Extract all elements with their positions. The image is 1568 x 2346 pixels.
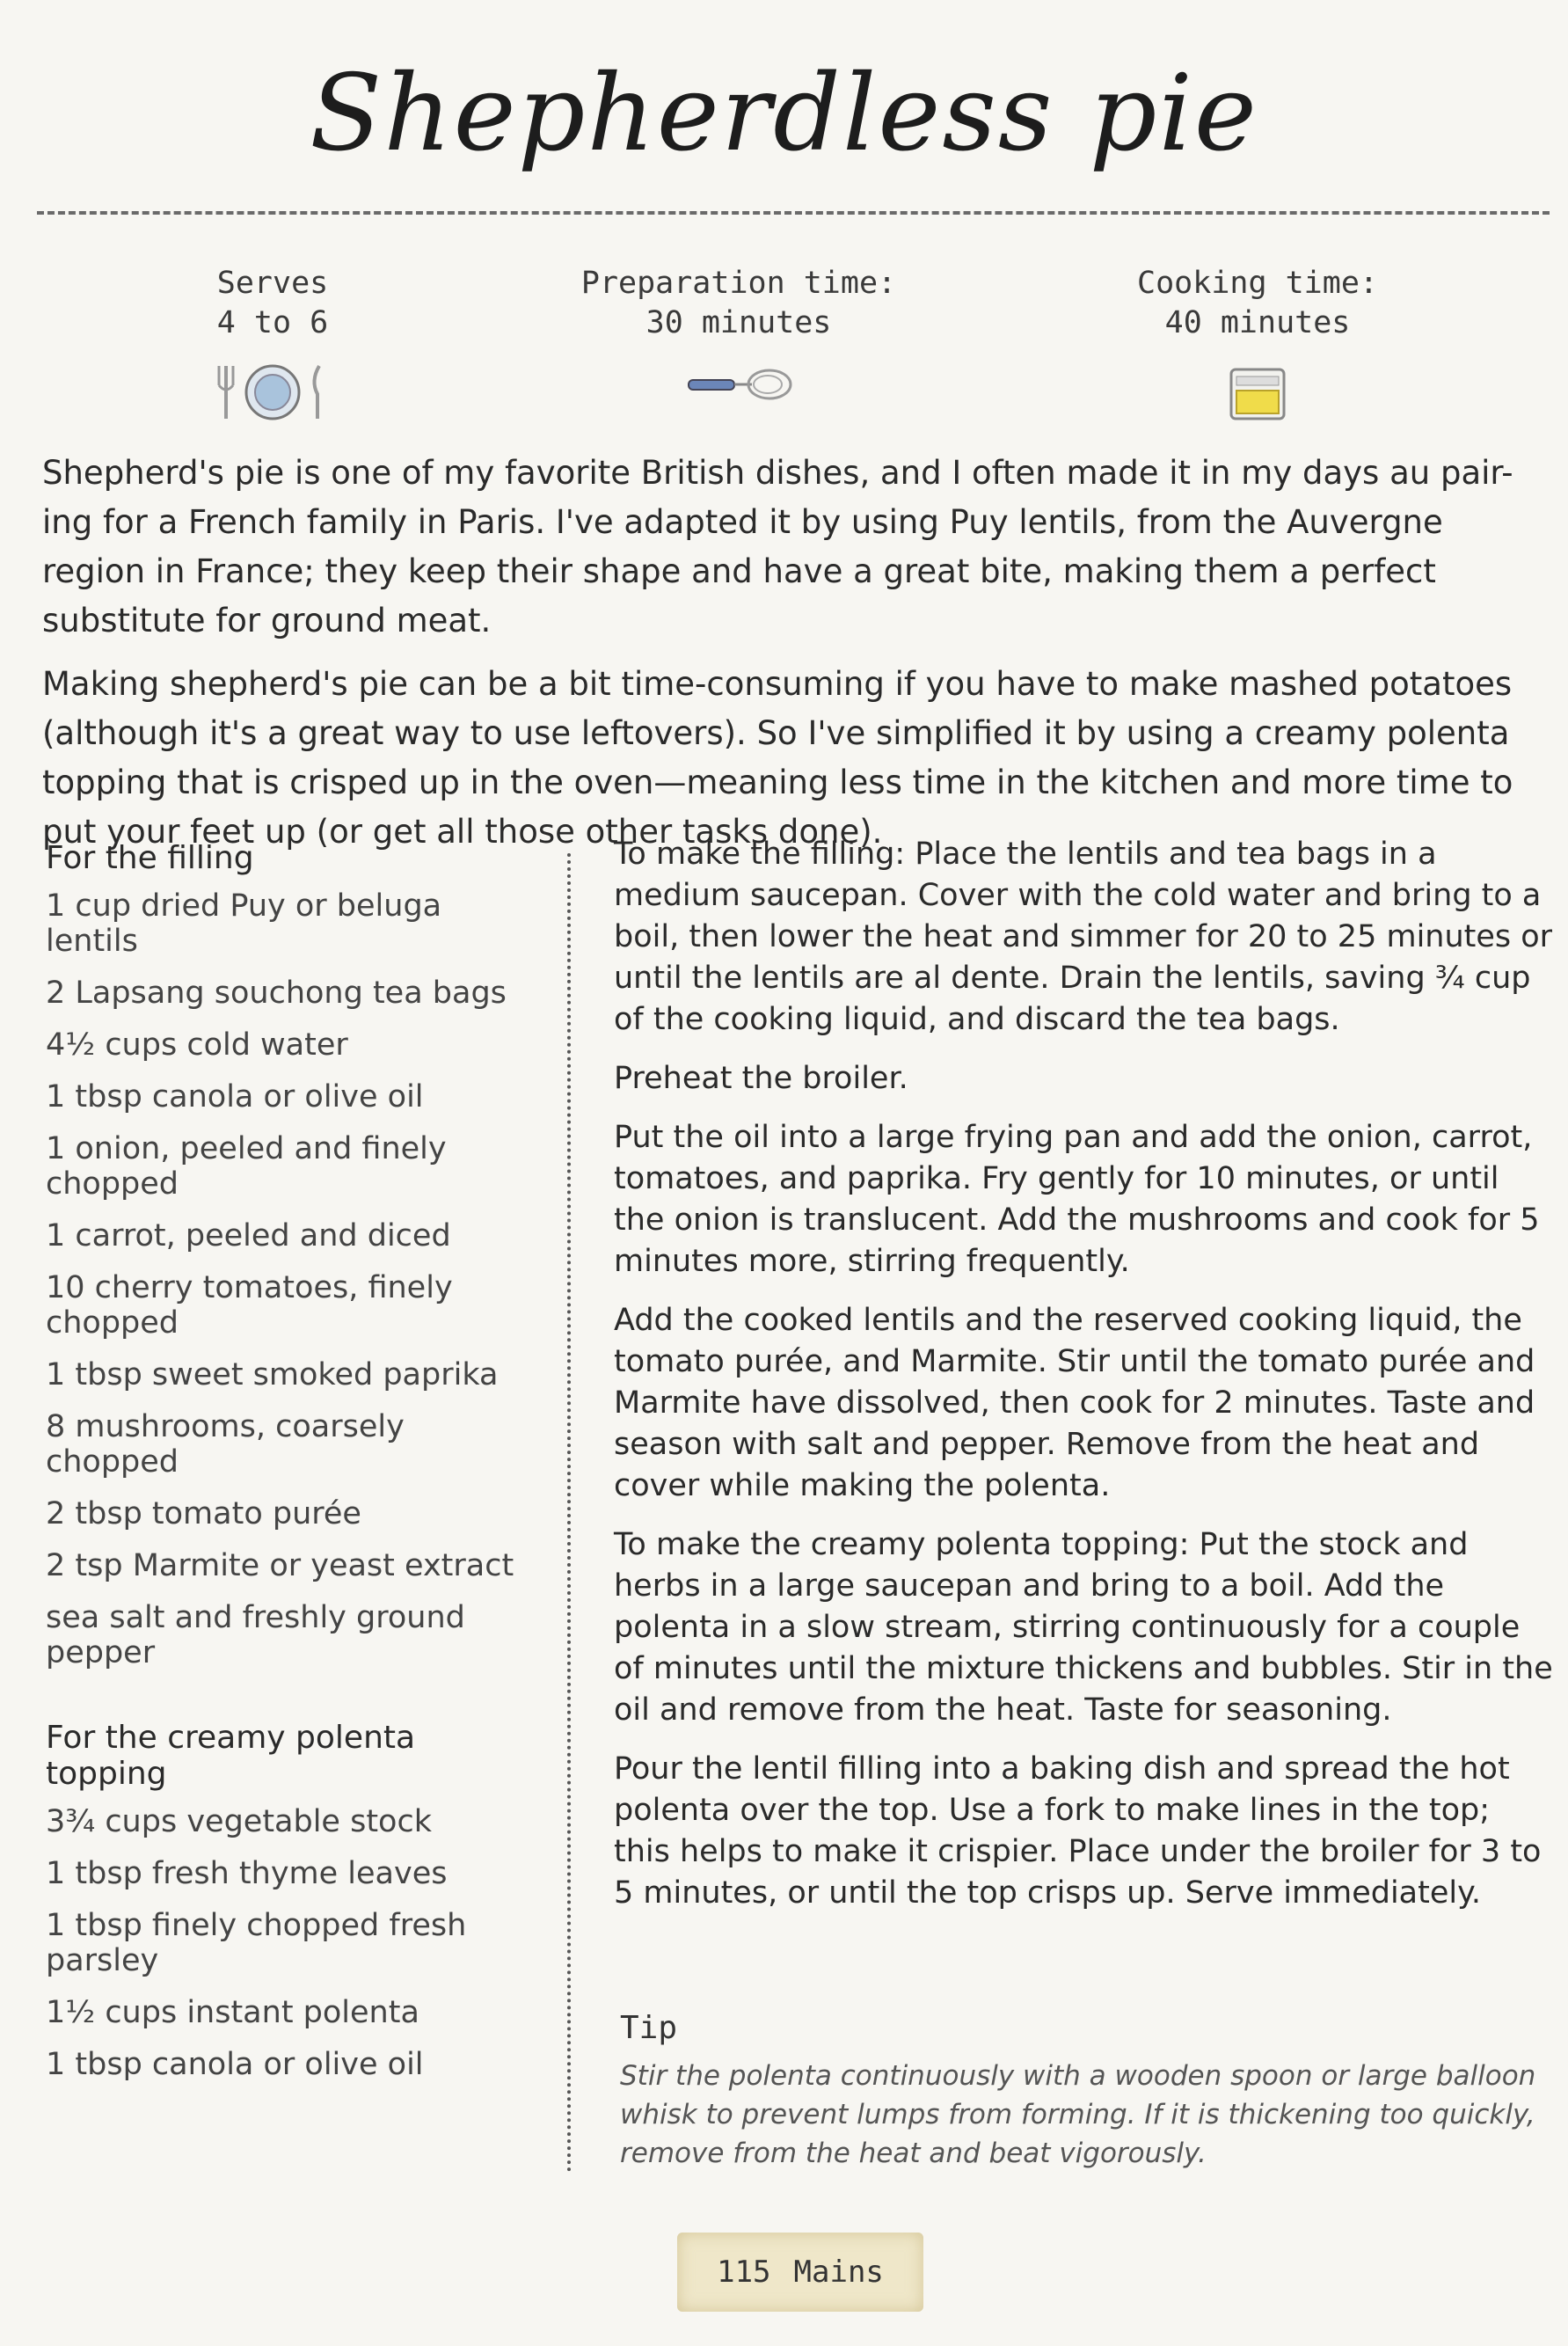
ingredient-item: 3¾ cups vegetable stock [46,1804,432,1839]
tip-heading: Tip [620,2010,678,2046]
tip-text: Stir the polenta continuously with a wooden spoon or large balloon whisk to prevent lumps from forming. If it is thickening too quickly, remove from the heat and beat vigorously. [620,2060,1536,2169]
ingredient-item: 1 tbsp canola or olive oil [46,2047,424,2082]
method-step: To make the creamy polenta topping: Put the stock and herbs in a large saucepan and bring to a boil. Add the polenta in a slow stream, stirring continuously for a couple of minutes until the mixture thickens and bubbles. Stir in the oil and remove from the heat. Taste for seasoning. [614,1527,1553,1728]
ingredient-item: 1 carrot, peeled and diced [46,1218,451,1253]
ingredient-item: 1½ cups instant polenta [46,1995,419,2030]
ingredient-item: 1 tbsp canola or olive oil [46,1079,424,1115]
cook-time-block [1082,264,1433,425]
filling-heading: For the filling [46,840,254,876]
ingredient-item: 1 tbsp fresh thyme leaves [46,1856,448,1891]
cook-time-label: Cooking time: [1137,266,1378,301]
column-divider [567,853,571,2173]
prep-time-label: Preparation time: [580,266,897,301]
method-step: Put the oil into a large frying pan and add the onion, carrot, tomatoes, and paprika. Fry gently for 10 minutes, or until the onion is translucent. Add the mushrooms and cook for 5 minutes more, stirring frequently. [614,1120,1540,1279]
intro-paragraph: Shepherd's pie is one of my favorite British dishes, and I often made it in my days au pair-ing for a French family in Paris. I've adapted it by using Puy lentils, from the Auvergne region in France; they keep their shape and have a great bite, making them a perfect substitute for ground meat. [42,454,1513,639]
whisk-icon [682,359,796,412]
ingredient-item: 2 tsp Marmite or yeast extract [46,1548,514,1583]
ingredient-item: 1 tbsp finely chopped fresh parsley [46,1908,467,1978]
ingredient-item: 4½ cups cold water [46,1027,348,1063]
place-setting-icon [207,359,339,425]
method-step: Pour the lentil filling into a baking dish and spread the hot polenta over the top. Use a fork to make lines in the top; this helps to make it crispier. Place under the broiler for 3 to 5 minutes, or until the top crisps up. Serve immediately. [614,1751,1542,1911]
ingredient-item: 1 onion, peeled and finely chopped [46,1131,447,1202]
section-name: Mains [793,2255,884,2290]
method-step: Add the cooked lentils and the reserved cooking liquid, the tomato purée, and Marmite. Stir until the tomato purée and Marmite have dissolved, then cook for 2 minutes. Taste and season with salt and pepper. Remove from the heat and cover while making the polenta. [614,1303,1535,1503]
prep-time-block [528,264,950,412]
ingredient-item: 1 tbsp sweet smoked paprika [46,1357,499,1392]
prep-time-value: 30 minutes [645,305,832,340]
ingredient-item: 10 cherry tomatoes, finely chopped [46,1270,453,1341]
baking-dish-icon [1222,359,1293,425]
method-column [614,834,1553,1932]
intro-text [42,449,1537,871]
ingredient-item: 8 mushrooms, coarsely chopped [46,1409,405,1480]
method-step: To make the filling: Place the lentils and tea bags in a medium saucepan. Cover with the cold water and bring to a boil, then lower the heat and simmer for 20 to 25 minutes or until the lentils are al dente. Drain the lentils, saving ¾ cup of the cooking liquid, and discard the tea bags. [614,837,1553,1037]
intro-paragraph: Making shepherd's pie can be a bit time-consuming if you have to make mashed potatoes (although it's a great way to use leftovers). So I've simplified it by using a creamy polenta topping that is crisped up in the oven—meaning less time in the kitchen and more time to put your feet up (or get all those other tasks done). [42,665,1513,851]
serves-label: Serves [216,266,329,301]
ingredient-item: 2 tbsp tomato purée [46,1496,361,1531]
ingredient-item: sea salt and freshly ground pepper [46,1600,465,1670]
serves-value: 4 to 6 [216,305,329,340]
cook-time-value: 40 minutes [1164,305,1351,340]
ingredient-item: 1 cup dried Puy or beluga lentils [46,888,442,959]
method-step: Preheat the broiler. [614,1061,908,1096]
ingredient-item: 2 Lapsang souchong tea bags [46,976,507,1011]
page-number: 115 [717,2255,771,2290]
recipe-title: Shepherdless pie [310,53,1258,175]
page-footer-tag [677,2233,923,2312]
title-divider [37,211,1550,215]
ingredients-column [46,840,538,2099]
serves-block [141,264,405,425]
topping-heading: For the creamy polenta topping [46,1720,416,1792]
